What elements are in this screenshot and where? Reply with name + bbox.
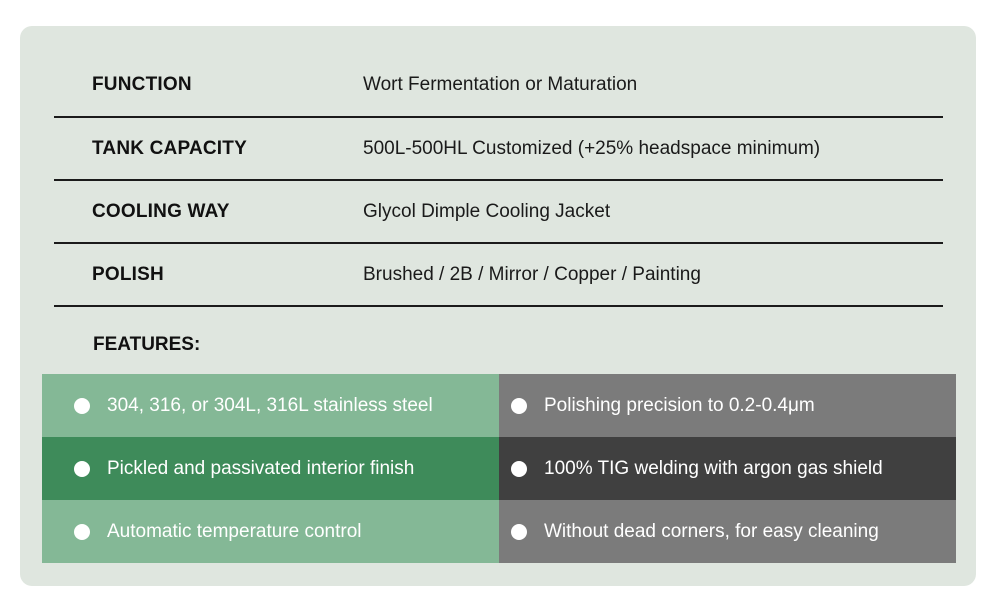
spec-value: Glycol Dimple Cooling Jacket — [363, 200, 611, 222]
spec-table — [54, 54, 943, 307]
features-title: FEATURES: — [93, 334, 201, 355]
bullet-icon — [74, 398, 90, 414]
feature-text: Automatic temperature control — [107, 520, 362, 542]
feature-text: Polishing precision to 0.2-0.4μm — [544, 394, 815, 416]
spec-label: POLISH — [92, 263, 164, 285]
feature-text: 100% TIG welding with argon gas shield — [544, 457, 883, 479]
spec-row-polish — [54, 244, 943, 307]
spec-row-tank-capacity — [54, 118, 943, 181]
spec-value: 500L-500HL Customized (+25% headspace minimum) — [363, 137, 821, 159]
feature-item — [499, 437, 956, 500]
bullet-icon — [511, 398, 527, 414]
feature-text: Pickled and passivated interior finish — [107, 457, 415, 479]
feature-item — [42, 374, 499, 437]
feature-item — [42, 437, 499, 500]
feature-text: 304, 316, or 304L, 316L stainless steel — [107, 394, 433, 416]
spec-label: FUNCTION — [92, 74, 192, 95]
spec-value: Brushed / 2B / Mirror / Copper / Painting — [363, 263, 701, 285]
feature-item — [42, 500, 499, 563]
bullet-icon — [511, 461, 527, 477]
spec-row-function — [54, 54, 943, 118]
bullet-icon — [74, 524, 90, 540]
features-grid — [42, 374, 956, 563]
spec-row-cooling-way — [54, 181, 943, 244]
spec-label: COOLING WAY — [92, 200, 230, 222]
feature-item — [499, 374, 956, 437]
spec-label: TANK CAPACITY — [92, 137, 247, 159]
feature-item — [499, 500, 956, 563]
spec-value: Wort Fermentation or Maturation — [363, 74, 638, 95]
feature-text: Without dead corners, for easy cleaning — [544, 520, 879, 542]
bullet-icon — [74, 461, 90, 477]
bullet-icon — [511, 524, 527, 540]
spec-card — [20, 26, 976, 586]
